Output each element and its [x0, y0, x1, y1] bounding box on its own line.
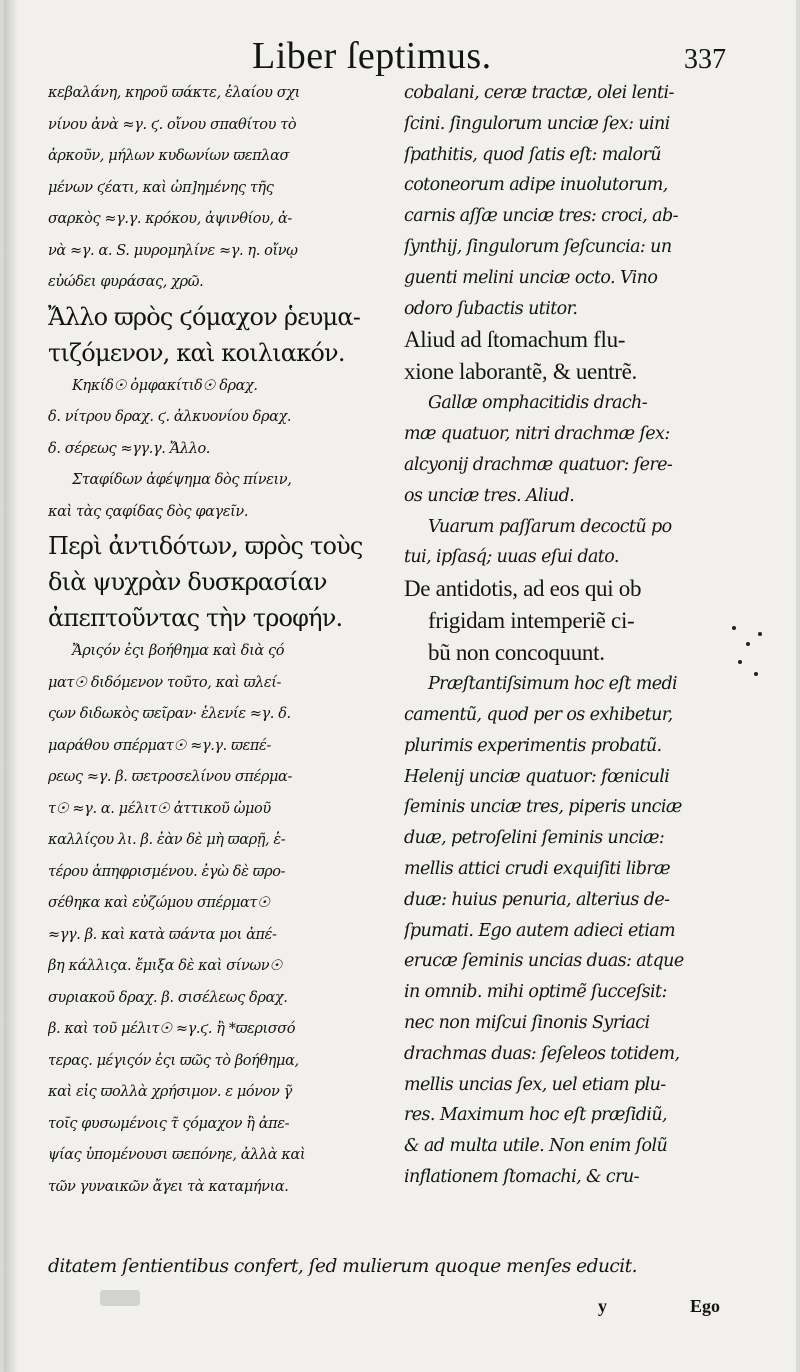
- greek-text-line: Ἄριςόν ἐςι βοήθημα καὶ διὰ ςό: [72, 643, 285, 659]
- latin-text-line: duæ, petroſelini ſeminis unciæ:: [404, 828, 665, 849]
- latin-text-line: cotoneorum adipe inuolutorum,: [404, 175, 668, 196]
- latin-text-line: os unciæ tres. Aliud.: [404, 485, 575, 506]
- latin-text-line: ſcini. ſingulorum unciæ ſex: uini: [404, 113, 670, 134]
- latin-text-line: Vuarum paſſarum decoctũ po: [428, 516, 672, 537]
- latin-text-line: mæ quatuor, nitri drachmæ ſex:: [404, 424, 670, 445]
- latin-text-line: carnis aſſæ unciæ tres: croci, ab-: [404, 206, 678, 227]
- latin-text-line: camentũ, quod per os exhibetur,: [404, 704, 673, 725]
- latin-text-line: duæ: huius penuria, alterius de-: [404, 889, 670, 910]
- latin-heading-line: Aliud ad ſtomachum flu-: [404, 327, 626, 353]
- greek-text-line: β. καὶ τοῦ μέλιτ☉ ≈γ.ϛ. ἢ *ϖερισσό: [48, 1021, 296, 1037]
- latin-text-line: tui, ipſasq́; uuas eſui dato.: [404, 547, 619, 568]
- greek-heading-line: Ἄλλο ϖρὸς ϛόμαχον ῥευμα-: [48, 302, 361, 331]
- signature-mark: y: [598, 1296, 607, 1316]
- greek-text-line: ≈γγ. β. καὶ κατὰ ϖάντα μοι ἀπέ-: [48, 926, 277, 943]
- greek-text-line: τέρου ἀπηφρισμένου. ἐγὼ δὲ ϖρο-: [48, 863, 286, 880]
- latin-text-line: plurimis experimentis probatũ.: [404, 735, 662, 756]
- latin-heading-line: xione laborantẽ, & uentrẽ.: [404, 359, 637, 385]
- latin-text-line: Helenij unciæ quatuor: fœniculi: [404, 766, 670, 787]
- bleed-through-mark: [100, 1290, 140, 1306]
- latin-text-line: & ad multa utile. Non enim ſolũ: [404, 1136, 668, 1157]
- latin-text-line: alcyonij drachmæ quatuor: ſere-: [404, 454, 673, 475]
- greek-text-line: σαρκὸς ≈γ.γ. κρόκου, ἀψινθίου, ἀ-: [48, 211, 292, 227]
- greek-text-line: καλλίςου λι. β. ἐὰν δὲ μὴ ϖαρῇ, ἑ-: [48, 832, 286, 848]
- greek-text-line: ςων διδωκὸς ϖεῖραν· ἑλενίε ≈γ. δ.: [48, 706, 291, 722]
- greek-text-line: Σταφίδων ἀφέψημα δὸς πίνειν,: [72, 472, 292, 488]
- latin-text-line: ſynthij, ſingulorum ſeſcuncia: un: [404, 236, 672, 257]
- latin-heading-line: frigidam intemperiẽ ci-: [428, 608, 635, 634]
- latin-text-line: ſpumati. Ego autem adieci etiam: [404, 920, 676, 941]
- latin-text-line: cobalani, ceræ tractæ, olei lenti-: [404, 83, 674, 103]
- greek-text-line: καὶ εἰς ϖολλὰ χρήσιμον. ε μόνον γ̃: [48, 1084, 292, 1100]
- greek-text-line: εὐώδει φυράσας, χρῶ.: [48, 274, 204, 290]
- latin-text-line: mellis uncias ſex, uel etiam plu-: [404, 1074, 666, 1095]
- greek-text-line: τερας. μέγιςόν ἐςι ϖῶς τὸ βοήθημα,: [48, 1052, 299, 1069]
- ink-speckle-decoration: [728, 620, 768, 690]
- greek-text-line: ματ☉ διδόμενον τοῦτο, καὶ ϖλεί-: [48, 674, 282, 691]
- catchword: Ego: [690, 1296, 721, 1316]
- greek-text-line: κεβαλάνη, κηροῦ ϖάκτε, ἐλαίου σχι: [48, 85, 300, 101]
- page-gutter-shadow: [4, 0, 18, 1372]
- book-page: [4, 0, 796, 1372]
- greek-text-line: συριακοῦ δραχ. β. σισέλεως δραχ.: [48, 989, 288, 1006]
- latin-heading-line: bũ non concoquunt.: [428, 640, 605, 666]
- greek-text-column: [48, 78, 386, 1203]
- greek-heading-line: διὰ ψυχρὰν δυσκρασίαν: [48, 568, 327, 596]
- latin-text-line: drachmas duas: ſeſeleos totidem,: [404, 1043, 680, 1064]
- running-title: Liber ſeptimus.: [252, 35, 492, 77]
- greek-text-line: δ. νίτρου δραχ. ϛ. ἀλκυονίου δραχ.: [48, 409, 292, 425]
- greek-text-line: δ. σέρεως ≈γγ.γ. Ἄλλο.: [48, 440, 211, 457]
- latin-text-line: Præſtantiſsimum hoc eſt medi: [428, 674, 678, 695]
- greek-text-line: ψίας ὑπομένουσι ϖεπόνηε, ἀλλὰ καὶ: [48, 1147, 306, 1163]
- latin-text-line: erucæ ſeminis uncias duas: atque: [404, 951, 684, 972]
- page-header: [4, 32, 796, 82]
- greek-heading-line: τιζόμενον, καὶ κοιλιακόν.: [48, 338, 345, 367]
- greek-text-line: νὰ ≈γ. α. S. μυρομηλίνε ≈γ. η. οἴνῳ: [48, 242, 298, 259]
- greek-text-line: σέθηκα καὶ εὐζώμου σπέρματ☉: [48, 895, 270, 911]
- latin-heading-line: De antidotis, ad eos qui ob: [404, 576, 642, 602]
- latin-text-line: in omnib. mihi optimẽ ſucceſsit:: [404, 982, 667, 1003]
- latin-text-line: ſeminis unciæ tres, piperis unciæ: [404, 797, 682, 818]
- latin-text-column: [404, 78, 736, 1193]
- page-number: 337: [684, 44, 726, 75]
- greek-text-line: ἀρκοῦν, μήλων κυδωνίων ϖεπλασ: [48, 148, 289, 164]
- greek-heading-line: Περὶ ἀντιδότων, ϖρὸς τοὺς: [48, 532, 363, 560]
- latin-text-line: nec non miſcui ſinonis Syriaci: [404, 1012, 650, 1033]
- greek-text-line: τῶν γυναικῶν ἄγει τὰ καταμήνια.: [48, 1178, 289, 1195]
- greek-text-line: καὶ τὰς ςαφίδας δὸς φαγεῖν.: [48, 503, 249, 520]
- latin-text-line: res. Maximum hoc eſt præſidiũ,: [404, 1105, 667, 1126]
- latin-text-line: ſpathitis, quod ſatis eſt: malorũ: [404, 144, 661, 165]
- greek-text-line: τ☉ ≈γ. α. μέλιτ☉ ἀττικοῦ ὠμοῦ: [48, 800, 271, 817]
- greek-text-line: νίνου ἀνὰ ≈γ. ϛ. οἴνου σπαθίτου τὸ: [48, 116, 297, 133]
- latin-text-line: Gallæ omphacitidis drach-: [428, 393, 648, 414]
- latin-text-line: odoro ſubactis utitor.: [404, 298, 578, 319]
- latin-text-line: guenti melini unciæ octo. Vino: [404, 267, 658, 288]
- greek-text-line: ρεως ≈γ. β. ϖετροσελίνου σπέρμα-: [48, 769, 292, 785]
- greek-heading-line: ἀπεπτοῦντας τὴν τροφήν.: [48, 604, 343, 632]
- latin-text-line: mellis attici crudi exquiſiti libræ: [404, 858, 670, 879]
- greek-text-line: μένων ϛέατι, καὶ ὠπ]ημένης τῆς: [48, 179, 274, 196]
- full-width-closing-line: ditatem ſentientibus confert, ſed mulierum quoque menſes educit.: [48, 1256, 637, 1277]
- latin-text-line: inflationem ſtomachi, & cru-: [404, 1166, 639, 1187]
- greek-text-line: μαράθου σπέρματ☉ ≈γ.γ. ϖεπέ-: [48, 737, 271, 754]
- greek-text-line: τοῖς φυσωμένοις τ̃ ςόμαχον ἢ ἀπε-: [48, 1115, 290, 1132]
- greek-text-line: Κηκίδ☉ ὀμφακίτιδ☉ δραχ.: [72, 377, 258, 394]
- greek-text-line: βη κάλλιςα. ἔμιξα δὲ καὶ σίνων☉: [48, 958, 282, 974]
